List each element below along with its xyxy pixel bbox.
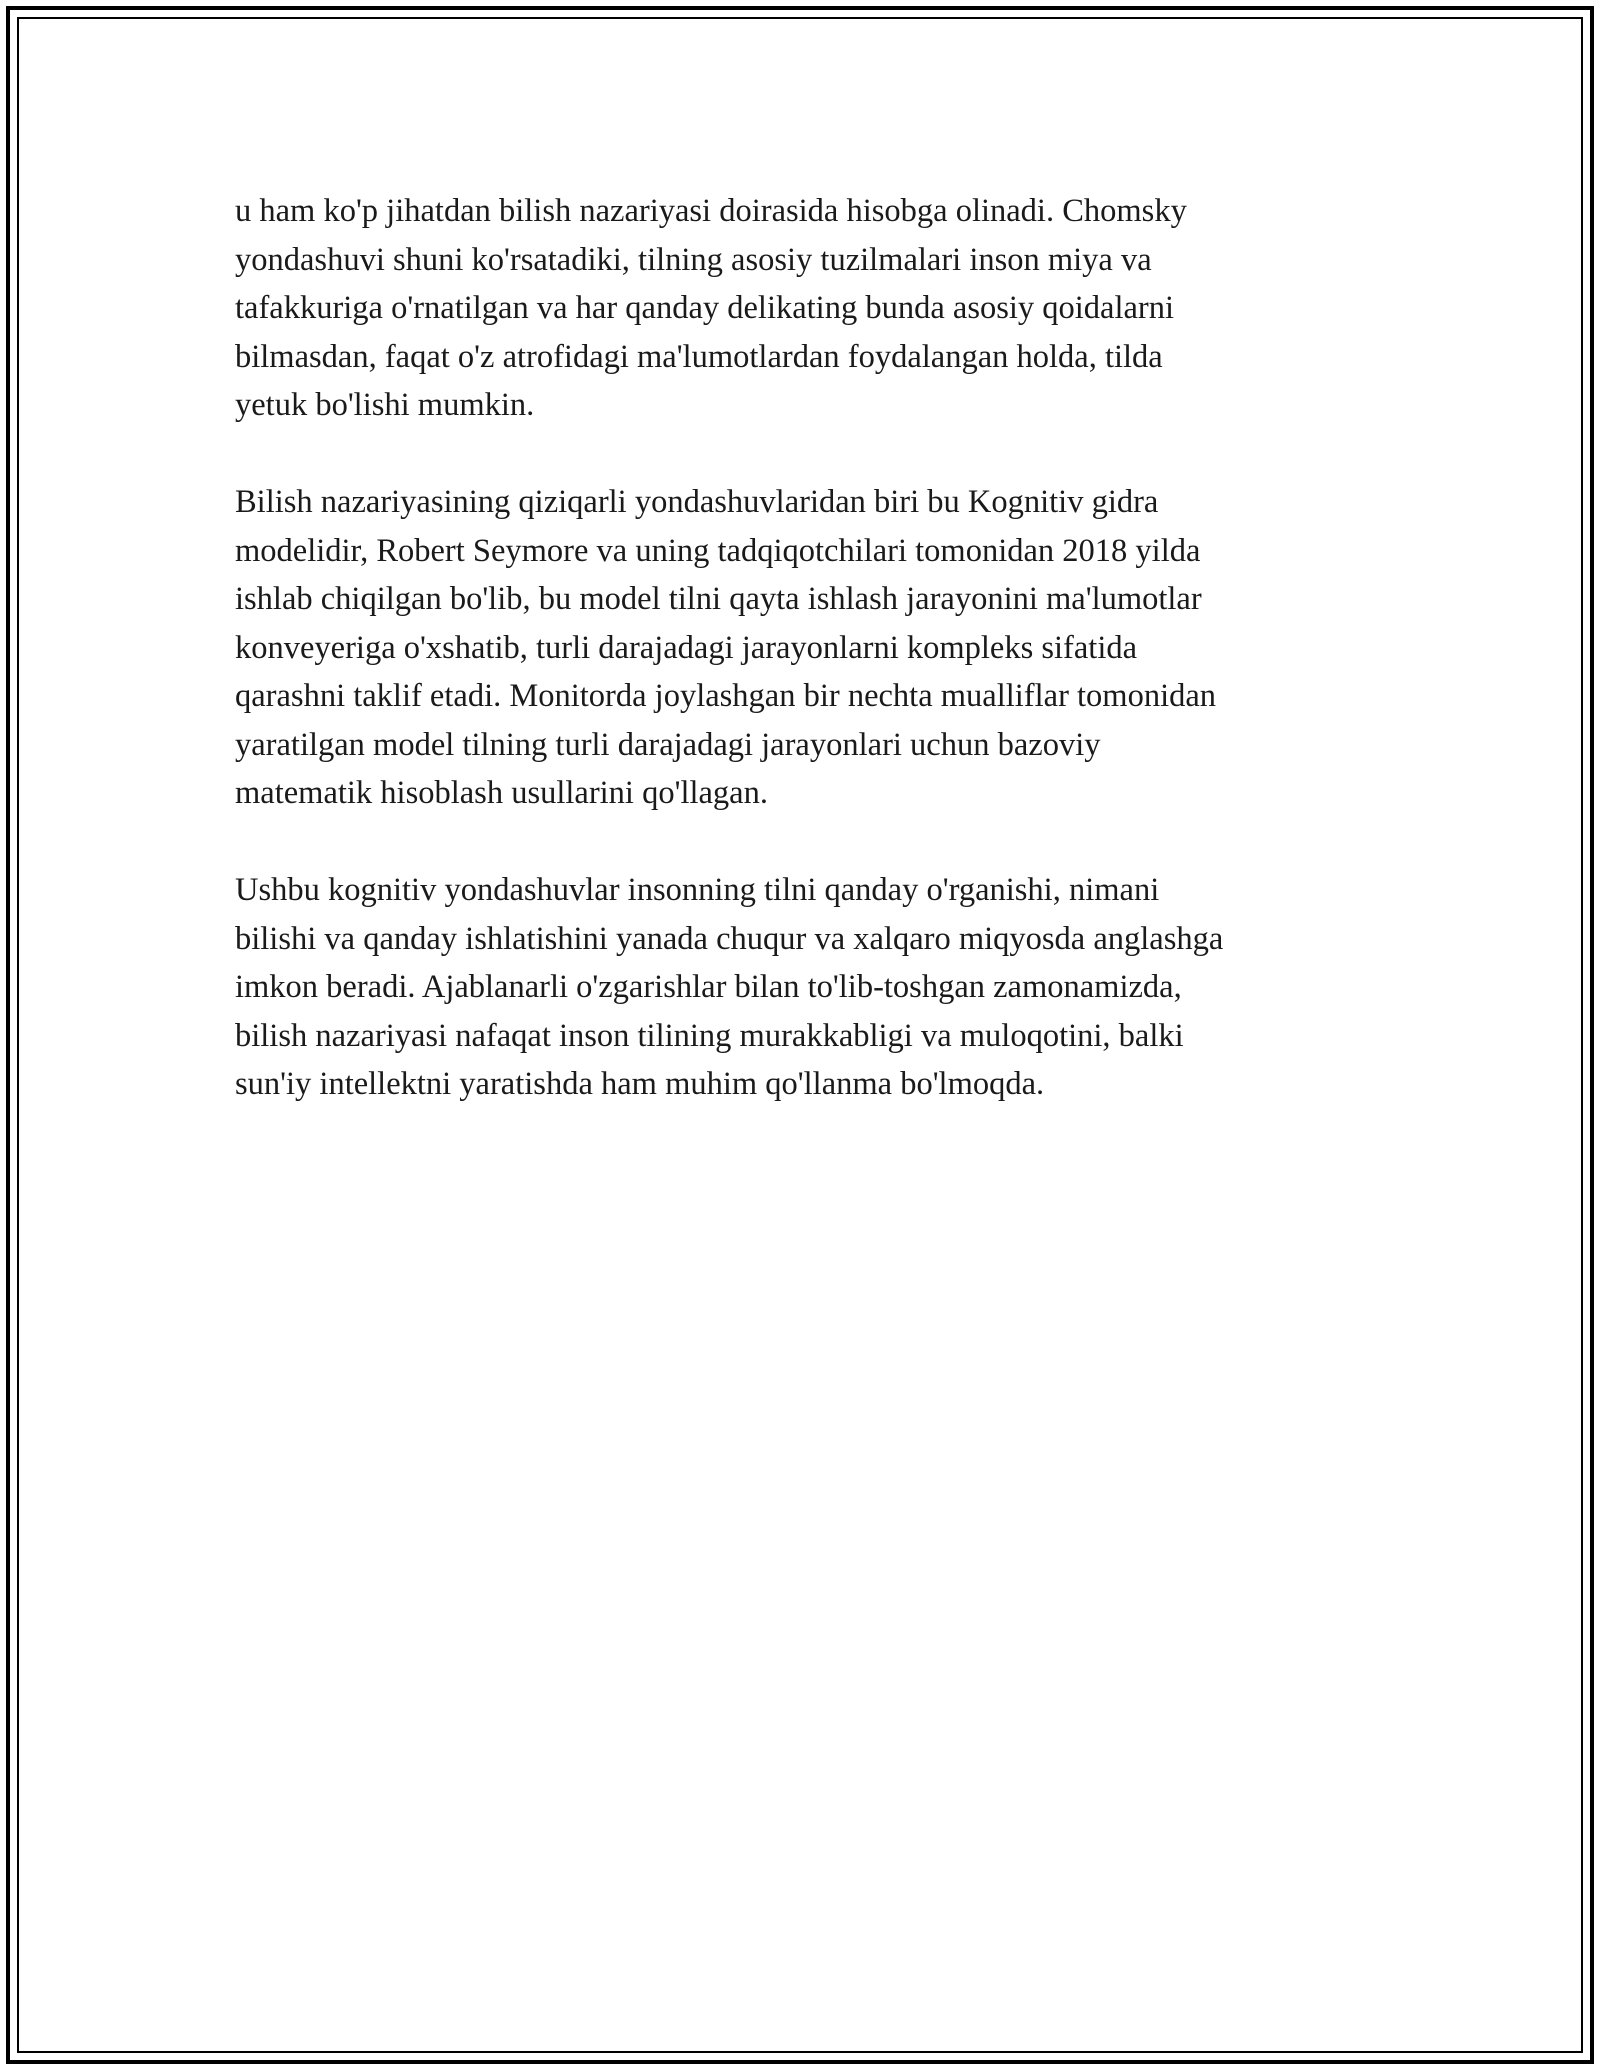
paragraph-2: Bilish nazariyasining qiziqarli yondashuvlaridan biri bu Kognitiv gidra modelidir, Robert Seymore va uning tadqiqotchilari tomonidan 2018 yilda ishlab chiqilgan bo'lib, bu model tilni qayta ishlash jarayonini ma'lumotlar konveyeriga o'xshatib, turli darajadagi jarayonlarni kompleks sifatida qarashni taklif etadi. Monitorda joylashgan bir nechta mualliflar tomonidan yaratilgan model tilning turli darajadagi jarayonlari uchun bazoviy matematik hisoblash usullarini qo'llagan.	[235, 484, 1217, 811]
paragraph-1: u ham ko'p jihatdan bilish nazariyasi doirasida hisobga olinadi. Chomsky yondashuvi shuni ko'rsatadiki, tilning asosiy tuzilmalari inson miya va tafakkuriga o'rnatilgan va har qanday delikating bunda asosiy qoidalarni bilmasdan, faqat o'z atrofidagi ma'lumotlardan foydalangan holda, tilda yetuk bo'lishi mumkin.	[235, 193, 1187, 423]
document-body	[235, 187, 1375, 1109]
paragraph-3: Ushbu kognitiv yondashuvlar insonning tilni qanday o'rganishi, nimani bilishi va qanday ishlatishini yanada chuqur va xalqaro miqyosda anglashga imkon beradi. Ajablanarli o'zgarishlar bilan to'lib-toshgan zamonamizda, bilish nazariyasi nafaqat inson tilining murakkabligi va muloqotini, balki sun'iy intellektni yaratishda ham muhim qo'llanma bo'lmoqda.	[235, 872, 1224, 1102]
